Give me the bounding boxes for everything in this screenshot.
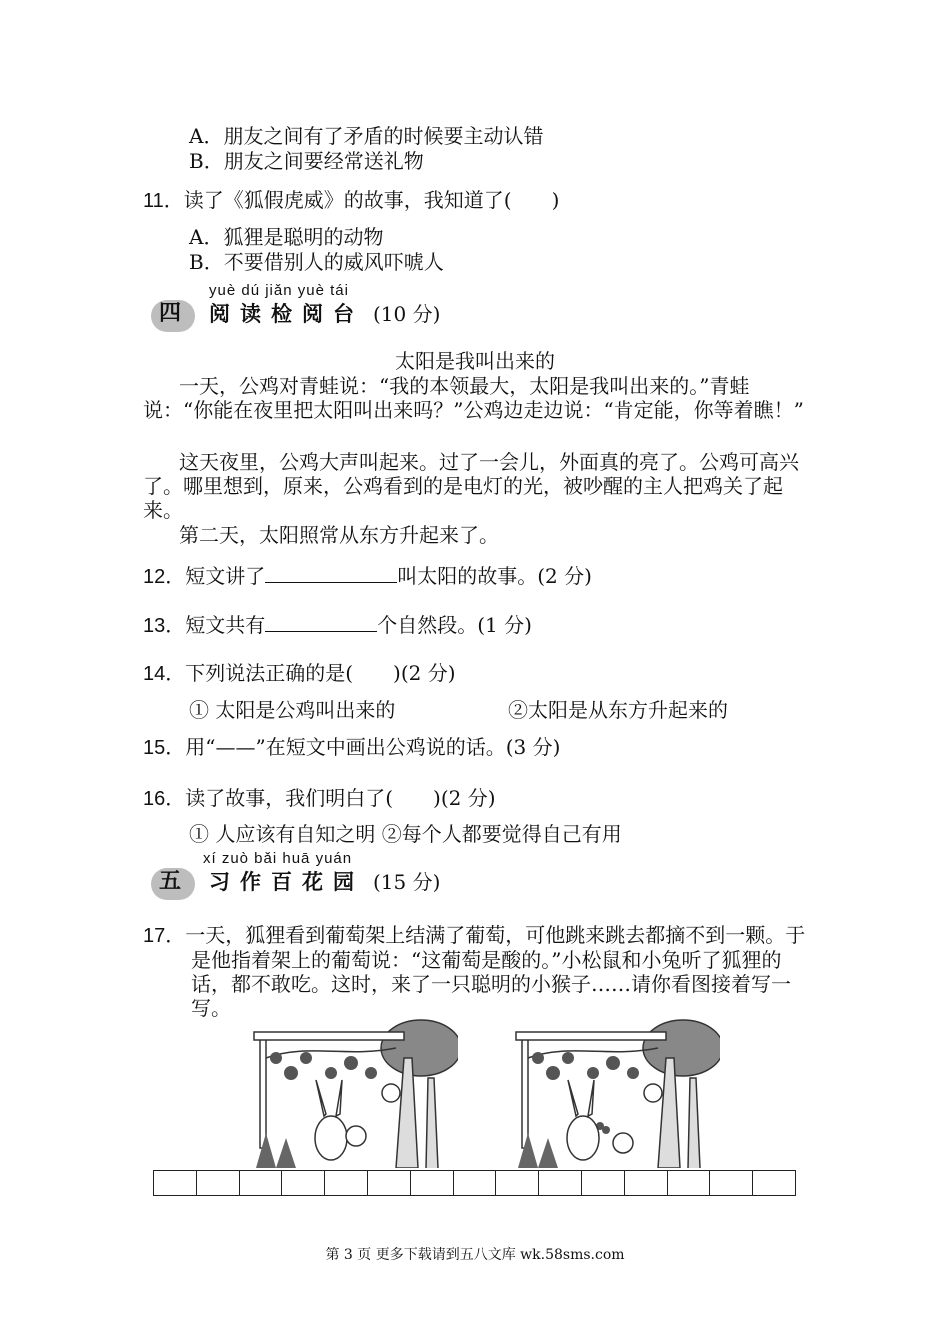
answer-blank[interactable] xyxy=(265,562,397,583)
question-11 xyxy=(143,188,559,213)
page-footer: 第 3 页 更多下载请到五八文库 wk.58sms.com xyxy=(325,1247,625,1263)
passage-paragraph-1: 一天，公鸡对青蛙说：“我的本领最大，太阳是我叫出来的。”青蛙说：“你能在夜里把太阳叫出来吗？”公鸡边走边说：“肯定能，你等着瞧！” xyxy=(143,374,804,422)
section-number: 五 xyxy=(159,869,182,894)
q10-option-b: B．朋友之间要经常送礼物 xyxy=(189,149,424,173)
section-pinyin: xí zuò bǎi huā yuán xyxy=(203,850,353,867)
q14-option-2: ②太阳是从东方升起来的 xyxy=(508,698,728,722)
grid-cell[interactable] xyxy=(240,1171,283,1195)
grid-cell[interactable] xyxy=(668,1171,711,1195)
question-text: 读了《狐假虎威》的故事，我知道了( ) xyxy=(183,188,560,212)
question-15 xyxy=(143,735,560,760)
grid-cell[interactable] xyxy=(539,1171,582,1195)
section-pinyin: yuè dú jiǎn yuè tái xyxy=(209,282,349,299)
question-text: 用“——”在短文中画出公鸡说的话。(3 分) xyxy=(185,735,561,759)
grid-cell[interactable] xyxy=(368,1171,411,1195)
grid-cell[interactable] xyxy=(753,1171,795,1195)
section-title: 阅读检阅台 xyxy=(209,302,364,326)
question-number: 17． xyxy=(143,925,186,947)
question-text: 下列说法正确的是( )(2 分) xyxy=(185,661,456,685)
passage-paragraph-2: 这天夜里，公鸡大声叫起来。过了一会儿，外面真的亮了。公鸡可高兴了。哪里想到，原来，公鸡看到的是电灯的光，被吵醒的主人把鸡关了起来。 xyxy=(143,450,799,522)
grid-cell[interactable] xyxy=(710,1171,753,1195)
section-title: 习作百花园 xyxy=(209,870,364,894)
question-17 xyxy=(143,923,808,1020)
grid-cell[interactable] xyxy=(282,1171,325,1195)
question-number: 16． xyxy=(143,788,186,810)
question-text-before: 短文共有 xyxy=(185,613,266,637)
illustration-fox-grapes-2 xyxy=(508,1018,720,1168)
question-number: 12． xyxy=(143,566,186,588)
section-header-writing xyxy=(151,866,471,900)
grid-cell[interactable] xyxy=(197,1171,240,1195)
q14-option-1: ① 太阳是公鸡叫出来的 xyxy=(189,698,396,722)
question-16 xyxy=(143,786,496,811)
writing-grid[interactable] xyxy=(153,1170,796,1196)
question-text-before: 短文讲了 xyxy=(185,564,266,588)
question-text-after: 叫太阳的故事。(2 分) xyxy=(397,564,592,588)
grid-cell[interactable] xyxy=(454,1171,497,1195)
question-number: 14． xyxy=(143,663,186,685)
grid-cell[interactable] xyxy=(582,1171,625,1195)
question-text: 一天，狐狸看到葡萄架上结满了葡萄，可他跳来跳去都摘不到一颗。于是他指着架上的葡萄说：“这葡萄是酸的。”小松鼠和小兔听了狐狸的话，都不敢吃。这时，来了一只聪明的小猴子……请你看图接着写一写。 xyxy=(185,923,806,1020)
section-header-reading xyxy=(151,298,471,332)
q16-options: ① 人应该有自知之明 ②每个人都要觉得自己有用 xyxy=(189,822,622,846)
question-13 xyxy=(143,611,532,638)
question-14 xyxy=(143,661,456,686)
question-12 xyxy=(143,562,592,589)
grid-cell[interactable] xyxy=(154,1171,197,1195)
illustration-fox-grapes-1 xyxy=(246,1018,458,1168)
grid-cell[interactable] xyxy=(625,1171,668,1195)
grid-cell[interactable] xyxy=(411,1171,454,1195)
question-text: 读了故事，我们明白了( )(2 分) xyxy=(185,786,496,810)
passage-title: 太阳是我叫出来的 xyxy=(395,349,555,373)
question-number: 13． xyxy=(143,615,186,637)
passage-paragraph-3: 第二天，太阳照常从东方升起来了。 xyxy=(179,523,499,547)
question-number: 15． xyxy=(143,737,186,759)
section-score: (10 分) xyxy=(373,302,441,326)
q11-option-b: B．不要借别人的威风吓唬人 xyxy=(189,250,444,274)
question-text-after: 个自然段。(1 分) xyxy=(377,613,532,637)
grid-cell[interactable] xyxy=(496,1171,539,1195)
q10-option-a: A．朋友之间有了矛盾的时候要主动认错 xyxy=(189,124,544,148)
q11-option-a: A．狐狸是聪明的动物 xyxy=(189,225,384,249)
section-number: 四 xyxy=(159,301,182,326)
section-score: (15 分) xyxy=(373,870,441,894)
grid-cell[interactable] xyxy=(325,1171,368,1195)
answer-blank[interactable] xyxy=(265,611,377,632)
question-number: 11． xyxy=(143,190,184,212)
